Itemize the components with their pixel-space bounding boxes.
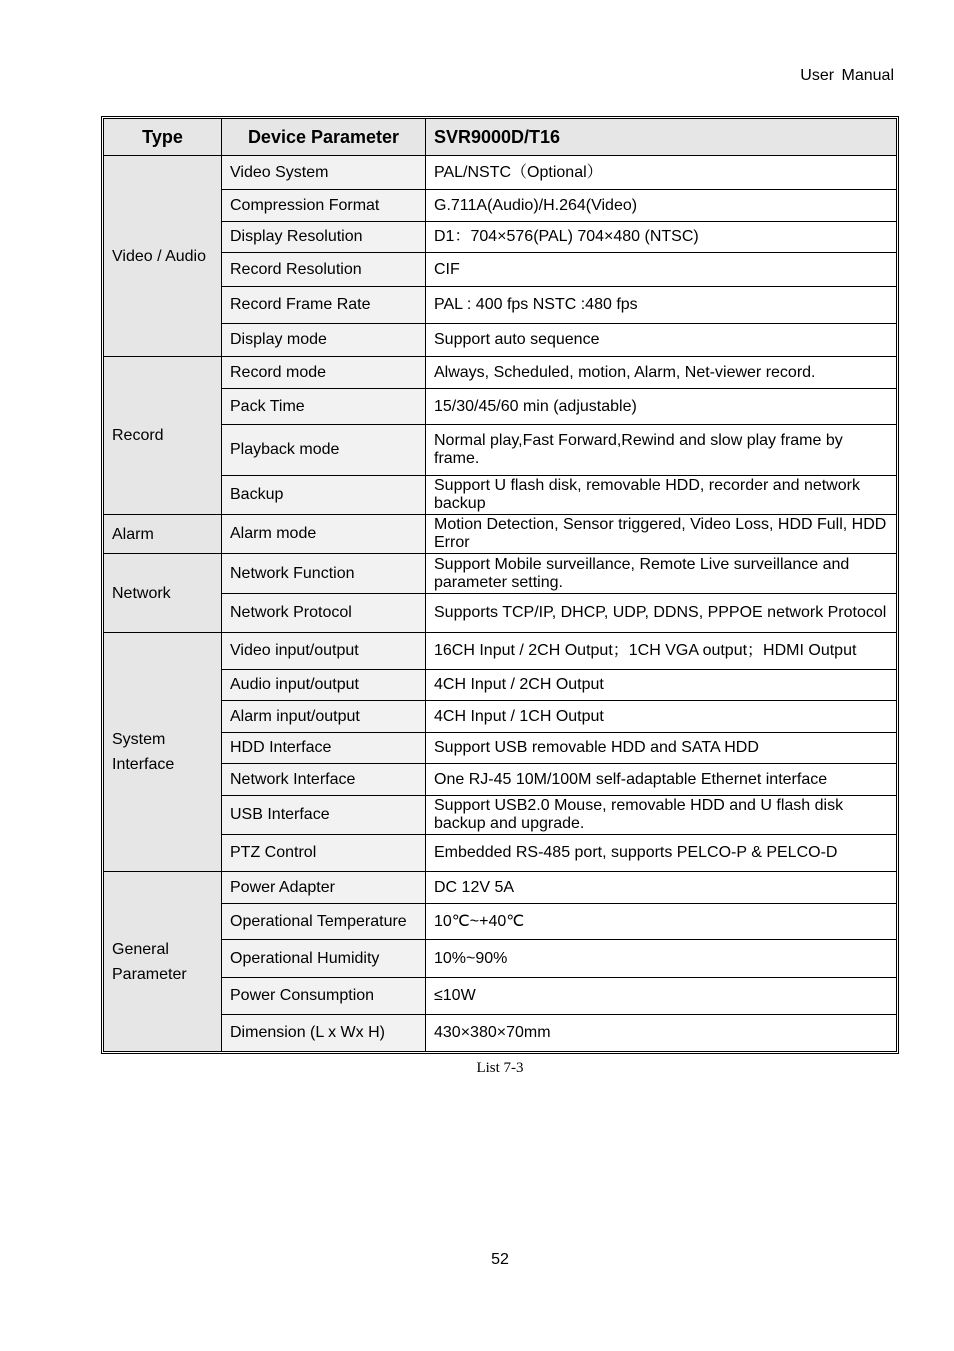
table-row	[104, 324, 897, 357]
value-cell: 16CH Input / 2CH Output；1CH VGA output；HDMI Output	[426, 633, 897, 670]
value-cell: 430×380×70mm	[426, 1015, 897, 1052]
value-cell: PAL : 400 fps NSTC :480 fps	[426, 287, 897, 324]
parameter-cell: HDD Interface	[222, 733, 426, 764]
spec-table-body	[104, 156, 897, 1052]
parameter-cell: Display Resolution	[222, 222, 426, 253]
value-cell: Support Mobile surveillance, Remote Live surveillance and parameter setting.	[426, 554, 897, 594]
type-cell	[104, 156, 222, 357]
parameter-cell: Compression Format	[222, 190, 426, 222]
column-header-parameter: Device Parameter	[222, 119, 426, 156]
parameter-cell: USB Interface	[222, 796, 426, 835]
value-cell: Always, Scheduled, motion, Alarm, Net-viewer record.	[426, 357, 897, 389]
value-cell: 10℃~+40℃	[426, 904, 897, 940]
parameter-cell: Alarm input/output	[222, 701, 426, 733]
value-cell: Embedded RS-485 port, supports PELCO-P & PELCO-D	[426, 835, 897, 872]
type-label: Alarm	[112, 525, 154, 543]
type-label: General	[112, 940, 169, 958]
value-cell: Support U flash disk, removable HDD, recorder and network backup	[426, 476, 897, 515]
table-row	[104, 156, 897, 190]
running-header: User Manual	[800, 67, 894, 84]
table-row	[104, 190, 897, 222]
value-cell: 4CH Input / 2CH Output	[426, 670, 897, 701]
column-header-model: SVR9000D/T16	[426, 119, 897, 156]
value-cell: CIF	[426, 253, 897, 287]
table-row	[104, 940, 897, 978]
table-row	[104, 764, 897, 796]
value-cell: Supports TCP/IP, DHCP, UDP, DDNS, PPPOE network Protocol	[426, 594, 897, 633]
type-label: Parameter	[112, 965, 187, 983]
parameter-cell: Video input/output	[222, 633, 426, 670]
type-cell	[104, 872, 222, 1052]
parameter-cell: Power Adapter	[222, 872, 426, 904]
parameter-cell: Pack Time	[222, 389, 426, 425]
table-row	[104, 476, 897, 515]
value-cell: D1：704×576(PAL) 704×480 (NTSC)	[426, 222, 897, 253]
value-cell: 15/30/45/60 min (adjustable)	[426, 389, 897, 425]
table-row	[104, 872, 897, 904]
parameter-cell: Network Interface	[222, 764, 426, 796]
value-cell: Motion Detection, Sensor triggered, Video Loss, HDD Full, HDD Error	[426, 515, 897, 554]
spec-table-frame	[101, 116, 899, 1054]
value-cell: G.711A(Audio)/H.264(Video)	[426, 190, 897, 222]
value-cell: 10%~90%	[426, 940, 897, 978]
parameter-cell: Display mode	[222, 324, 426, 357]
table-row	[104, 515, 897, 554]
value-cell: 4CH Input / 1CH Output	[426, 701, 897, 733]
parameter-cell: PTZ Control	[222, 835, 426, 872]
table-row	[104, 357, 897, 389]
value-cell: Normal play,Fast Forward,Rewind and slow play frame by frame.	[426, 425, 897, 476]
parameter-cell: Audio input/output	[222, 670, 426, 701]
table-caption: List 7-3	[476, 1060, 524, 1076]
value-cell: DC 12V 5A	[426, 872, 897, 904]
table-row	[104, 389, 897, 425]
table-row	[104, 835, 897, 872]
value-cell: One RJ-45 10M/100M self-adaptable Ethernet interface	[426, 764, 897, 796]
type-cell	[104, 357, 222, 515]
parameter-cell: Record mode	[222, 357, 426, 389]
table-row	[104, 670, 897, 701]
type-cell	[104, 633, 222, 872]
parameter-cell: Backup	[222, 476, 426, 515]
table-header-row	[104, 119, 897, 156]
value-cell: PAL/NSTC（Optional）	[426, 156, 897, 190]
table-row	[104, 594, 897, 633]
column-header-type: Type	[104, 119, 222, 156]
table-row	[104, 796, 897, 835]
type-label: Interface	[112, 756, 175, 773]
parameter-cell: Playback mode	[222, 425, 426, 476]
parameter-cell: Network Function	[222, 554, 426, 594]
table-row	[104, 1015, 897, 1052]
type-cell	[104, 554, 222, 633]
type-label: Record	[112, 427, 164, 444]
spec-table	[103, 118, 897, 1052]
value-cell: Support auto sequence	[426, 324, 897, 357]
type-cell	[104, 515, 222, 554]
parameter-cell: Operational Humidity	[222, 940, 426, 978]
value-cell: ≤10W	[426, 978, 897, 1015]
value-cell: Support USB2.0 Mouse, removable HDD and U flash disk backup and upgrade.	[426, 796, 897, 835]
table-row	[104, 733, 897, 764]
value-cell: Support USB removable HDD and SATA HDD	[426, 733, 897, 764]
table-row	[104, 554, 897, 594]
parameter-cell: Alarm mode	[222, 515, 426, 554]
type-label: Network	[112, 584, 171, 602]
page-number: 52	[491, 1251, 509, 1268]
table-row	[104, 701, 897, 733]
parameter-cell: Video System	[222, 156, 426, 190]
table-row	[104, 253, 897, 287]
type-label: System	[112, 731, 166, 748]
parameter-cell: Dimension (L x Wx H)	[222, 1015, 426, 1052]
table-row	[104, 978, 897, 1015]
parameter-cell: Power Consumption	[222, 978, 426, 1015]
table-row	[104, 287, 897, 324]
type-label: Video / Audio	[112, 247, 207, 265]
parameter-cell: Operational Temperature	[222, 904, 426, 940]
parameter-cell: Record Resolution	[222, 253, 426, 287]
table-row	[104, 633, 897, 670]
parameter-cell: Record Frame Rate	[222, 287, 426, 324]
parameter-cell: Network Protocol	[222, 594, 426, 633]
table-row	[104, 425, 897, 476]
table-row	[104, 222, 897, 253]
table-row	[104, 904, 897, 940]
